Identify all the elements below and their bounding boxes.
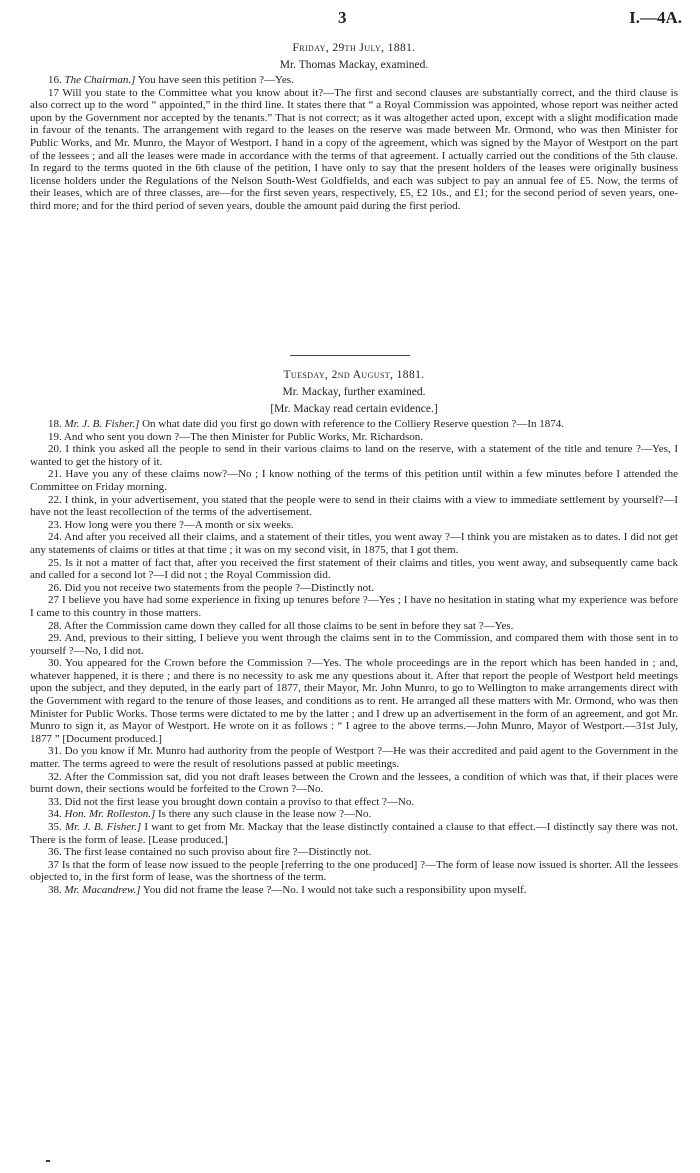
question-24: 24. And after you received all their claims, and a statement of their titles, you went away ?—I think you are mistaken as to dates. I did not get any statements of claims or titles at that time ; it was on my second visit, in 1875, that I got them.	[30, 531, 678, 556]
question-35: 35. Mr. J. B. Fisher.] I want to get from Mr. Mackay that the lease distinctly contained a clause to that effect.—I distinctly say there was not. There is the form of lease. [Lease produced.]	[30, 821, 678, 846]
question-22: 22. I think, in your advertisement, you stated that the people were to send in their claims with a view to immediate settlement by yourself?—I have not the least recollection of the terms of the advertisement.	[30, 493, 678, 519]
speaker-name: Mr. J. B. Fisher.]	[64, 821, 142, 833]
question-26: 26. Did you not receive two statements from the people ?—Distinctly not.	[48, 581, 374, 594]
session-date-heading: Friday, 29th July, 1881.	[292, 42, 416, 54]
question-31: 31. Do you know if Mr. Munro had authority from the people of Westport ?—He was their accredited and paid agent to the Government in the matter. The terms agreed to were the result of resolutions passed at public meetings.	[30, 745, 678, 771]
question-36: 36. The first lease contained no such proviso about fire ?—Distinctly not.	[48, 846, 372, 859]
session-friday	[30, 40, 678, 213]
speaker-name: Hon. Mr. Rolleston.]	[64, 808, 156, 821]
speaker-name: Mr. Macandrew.]	[64, 883, 141, 896]
question-23: 23. How long were you there ?—A month or six weeks.	[48, 518, 294, 531]
speaker-name: The Chairman.]	[64, 74, 136, 86]
question-16: 16. The Chairman.] You have seen this petition ?—Yes.	[48, 74, 294, 86]
question-34: 34. Hon. Mr. Rolleston.] Is there any such clause in the lease now ?—No.	[48, 808, 372, 821]
question-21: 21. Have you any of these claims now?—No ; I know nothing of the terms of this petition until within a few minutes before I attended the Committee on Friday morning.	[30, 468, 678, 493]
question-17: 17 Will you state to the Committee what you know about it?—The first and second clauses are substantially correct, and the third clause is also correct up to the word “ appointed,” in the third line. It states there that “ a Royal Commission was appointed, whose report was neither acted upon by the Government nor accepted by the tenants.” That is not correct; as it was altogether acted upon, except with a slight modification made in favour of the tenants. The arrangement with regard to the leases on the reserve was made between Mr. Ormond, who was then Minister for Public Works, and Mr. Munro, the Mayor of Westport. I hand in a copy of the agreement, which was signed by the Mayor of Westport on the part of the lessees ; and all the leases were made in accordance with the terms of that agreement. I actually carried out the conditions of the 5th clause. In regard to the terms quoted in the 6th clause of the petition, I have only to say that the present holders of the leases were originally business license holders under the Regulations of the Nelson South-West Goldfields, and each was subject to pay an annual fee of £5. Now, the terms of their leases, which are of three classes, are—for the first seven years, respectively, £5, £2 10s., and £1; for the second period of seven years, one-third more; and for the third period of seven years, double the amount paid during the first period.	[30, 86, 678, 212]
section-divider	[290, 355, 410, 356]
evidence-note: [Mr. Mackay read certain evidence.]	[270, 403, 438, 415]
question-32: 32. After the Commission sat, did you not draft leases between the Crown and the lessees, a condition of which was that, if their places were burnt down, their sections would be forfeited to the Crown ?—No.	[30, 770, 678, 796]
question-18: 18. Mr. J. B. Fisher.] On what date did you first go down with reference to the Colliery Reserve question ?—In 1874.	[48, 418, 564, 430]
question-28: 28. After the Commission came down they called for all those claims to be sent in before they sat ?—Yes.	[48, 619, 514, 632]
witness-heading: Mr. Mackay, further examined.	[282, 386, 426, 398]
session-date-heading: Tuesday, 2nd August, 1881.	[283, 369, 425, 381]
page-number: 3	[338, 8, 347, 27]
question-20: 20. I think you asked all the people to send in their various claims to land on the reserve, with a statement of the title and tenure ?—Yes, I wanted to get the history of it.	[30, 443, 678, 468]
question-37: 37 Is that the form of lease now issued to the people [referring to the one produced] ?—The form of lease now issued is shorter. All the lessees objected to, in the first form of lease, was the shortness of the term.	[30, 858, 678, 884]
question-19: 19. And who sent you down ?—The then Minister for Public Works, Mr. Richardson.	[48, 430, 424, 443]
question-38: 38. Mr. Macandrew.] You did not frame the lease ?—No. I would not take such a responsibility upon myself.	[48, 883, 527, 896]
session-tuesday	[30, 367, 678, 897]
question-27: 27 I believe you have had some experience in fixing up tenures before ?—Yes ; I have no hesitation in stating what my experience was before I came to this country in those matters.	[30, 594, 678, 619]
speaker-name: Mr. J. B. Fisher.]	[64, 418, 140, 430]
question-33: 33. Did not the first lease you brought down contain a proviso to that effect ?—No.	[48, 795, 415, 808]
question-29: 29. And, previous to their sitting, I believe you went through the claims sent in to the Commission, and compared them with those sent in to yourself ?—No, I did not.	[30, 632, 678, 657]
printer-mark	[46, 1160, 50, 1162]
document-reference: I.—4A.	[629, 8, 682, 27]
question-30: 30. You appeared for the Crown before the Commission ?—Yes. The whole proceedings are in the report which has been handed in ; and, whatever happened, it is there ; and there is no necessity to ask me any questions about it. After that report the people of Westport held meetings upon the subject, and they deputed, in the early part of 1877, their Mayor, Mr. John Munro, to go to Wellington to make arrangements direct with the Government with regard to the tenure of those leases, and conditions as to rent. He arranged all these matters with Mr. Ormond, who was then Minister for Public Works. Those terms were dictated to me by the latter ; and I drew up an advertisement in the form of an agreement, and got Mr. Munro to sign it, as Mayor of Westport. He wrote on it as follows : “ I agree to the above terms.—John Munro, Mayor of Westport.—31st July, 1877 ” [Document produced.]	[30, 657, 678, 745]
question-25: 25. Is it not a matter of fact that, after you received the first statement of their claims and titles, you went away, and subsequently came back and called for a second lot ?—I did not ; the Royal Commission did.	[30, 556, 678, 582]
witness-heading: Mr. Thomas Mackay, examined.	[279, 59, 429, 71]
